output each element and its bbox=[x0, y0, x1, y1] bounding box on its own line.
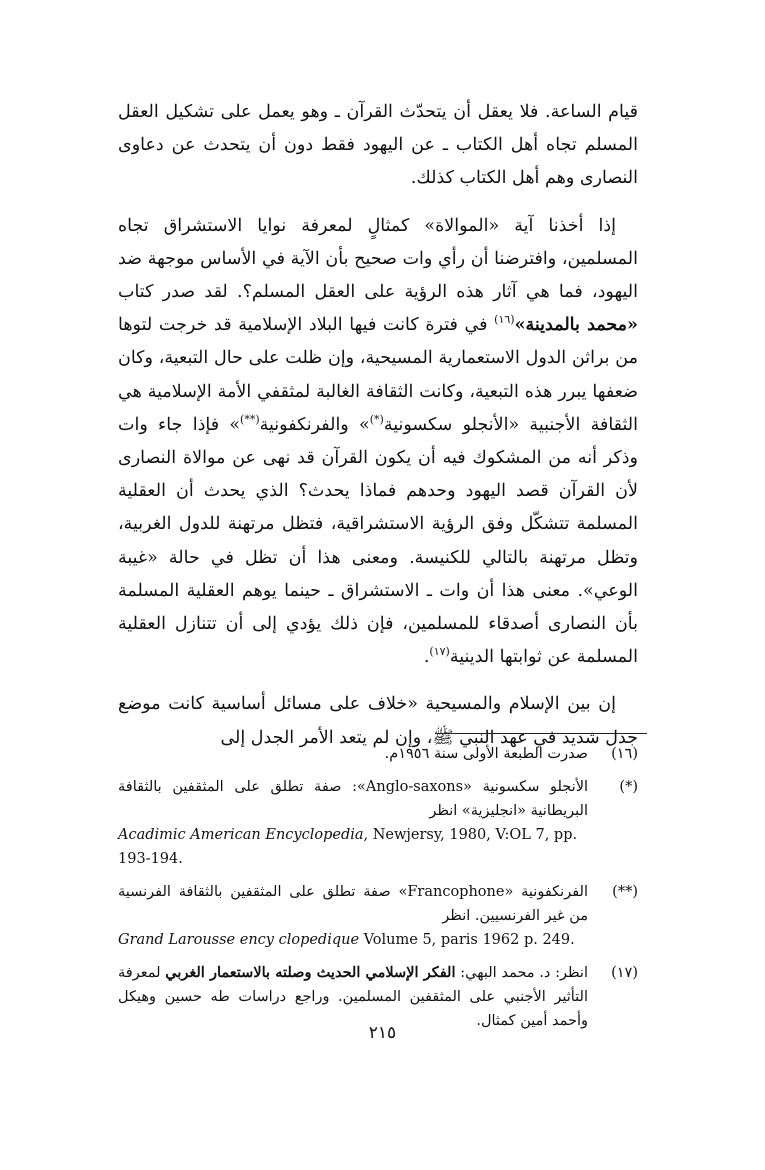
footnote-part-a: انظر: د. محمد البهي: bbox=[455, 965, 588, 981]
main-text bbox=[118, 96, 638, 769]
cited-book-title: الفكر الإسلامي الحديث وصلته بالاستعمار الغربي bbox=[165, 964, 456, 981]
page-number: ٢١٥ bbox=[368, 1023, 397, 1043]
p2-part-b: في فترة كانت فيها البلاد الإسلامية قد خرجت لتوها من براثن الدول الاستعمارية المسيحية، وإن ظلت على حال التبعية، وكان ضعفها يبرر هذه التبعية، وكانت الثقافة الغالبة لمثقفي الأمة الإسلامية هي الثقافة الأجنبية «الأنجلو سكسونية bbox=[118, 315, 638, 435]
p2-part-a: إذا أخذنا آية «الموالاة» كمثالٍ لمعرفة نوايا الاستشراق تجاه المسلمين، وافترضنا أن رأي وات صحيح بأن الآية في الأساس موجهة ضد اليهود، فما هي آثار هذه الرؤية على العقل المسلم؟. لقد صدر كتاب bbox=[118, 215, 638, 303]
footnote-ref-17: (١٧) bbox=[429, 645, 450, 659]
footnote-arabic: الأنجلو سكسونية «Anglo-saxons»: صفة تطلق على المثقفين بالثقافة البريطانية «انجليزية» انظر bbox=[118, 779, 588, 819]
footnote-part-b: لمعرفة التأثير الأجنبي على المثقفين المسلمين. وراجع دراسات طه حسين وهيكل وأحمد أمين كمثال. bbox=[118, 965, 588, 1029]
footnote-divider bbox=[437, 733, 647, 734]
footnote-text bbox=[118, 880, 588, 952]
book-title: «محمد بالمدينة» bbox=[514, 315, 638, 336]
footnote-number: (١٦) bbox=[611, 746, 638, 762]
footnote-text bbox=[118, 775, 588, 871]
paragraph-2 bbox=[118, 210, 638, 675]
footnote-ref-double-star: (**) bbox=[240, 413, 260, 426]
footnote-text: صدرت الطبعة الأولى سنة ١٩٥٦م. bbox=[384, 746, 588, 762]
footnote-star bbox=[118, 775, 638, 871]
paragraph-3: إن بين الإسلام والمسيحية «خلاف على مسائل أساسية كانت موضع جدل شديد في عهد النبي ﷺ، وإن لم يتعد الأمر الجدل إلى bbox=[118, 694, 638, 748]
footnote-number: (**) bbox=[612, 884, 638, 900]
source-title: Grand Larousse ency clopedique bbox=[118, 932, 360, 948]
footnote-double-star bbox=[118, 880, 638, 952]
footnote-ref-16: (١٦) bbox=[494, 313, 515, 327]
source-details: Volume 5, paris 1962 p. 249. bbox=[359, 932, 575, 948]
footnote-16 bbox=[118, 742, 638, 766]
source-title: Acadimic American Encyclopedia bbox=[118, 827, 364, 843]
footnote-ref-star: (*) bbox=[369, 413, 384, 426]
p2-part-c: » والفرنكفونية bbox=[259, 414, 370, 435]
source-details: , Newjersy, 1980, V:OL 7, pp. 193-194. bbox=[118, 827, 578, 867]
paragraph-1: قيام الساعة. فلا يعقل أن يتحدّث القرآن ـ وهو يعمل على تشكيل العقل المسلم تجاه أهل الكتاب ـ عن اليهود فقط دون أن يتحدث عن دعاوى النصارى وهم أهل الكتاب كذلك. bbox=[118, 102, 638, 189]
footnote-arabic: الفرنكفونية «Francophone» صفة تطلق على المثقفين بالثقافة الفرنسية من غير الفرنسيين. انظر bbox=[118, 884, 588, 924]
footnote-source bbox=[118, 823, 588, 871]
footnote-source bbox=[118, 928, 588, 952]
p2-end: . bbox=[423, 647, 430, 668]
footnote-number: (١٧) bbox=[611, 965, 638, 981]
p2-part-d: » فإذا جاء وات وذكر أنه من المشكوك فيه أن يكون القرآن قد نهى عن موالاة النصارى لأن القرآن قصد اليهود وحدهم فماذا يحدث؟ الذي يحدث أن العقلية المسلمة تتشكّل وفق الرؤية الاستشراقية، فتظل مرتهنة للدول الغربية، وتظل مرتهنة بالتالي للكنيسة. ومعنى هذا أن تظل في حالة «غيبة الوعي». معنى هذا أن وات ـ الاستشراق ـ حينما يوهم العقلية المسلمة بأن النصارى أصدقاء للمسلمين، فإن ذلك يؤدي إلى أن تتنازل العقلية المسلمة عن ثوابتها الدينية bbox=[118, 414, 638, 668]
footnotes bbox=[118, 742, 638, 1042]
footnote-number: (*) bbox=[619, 779, 638, 795]
